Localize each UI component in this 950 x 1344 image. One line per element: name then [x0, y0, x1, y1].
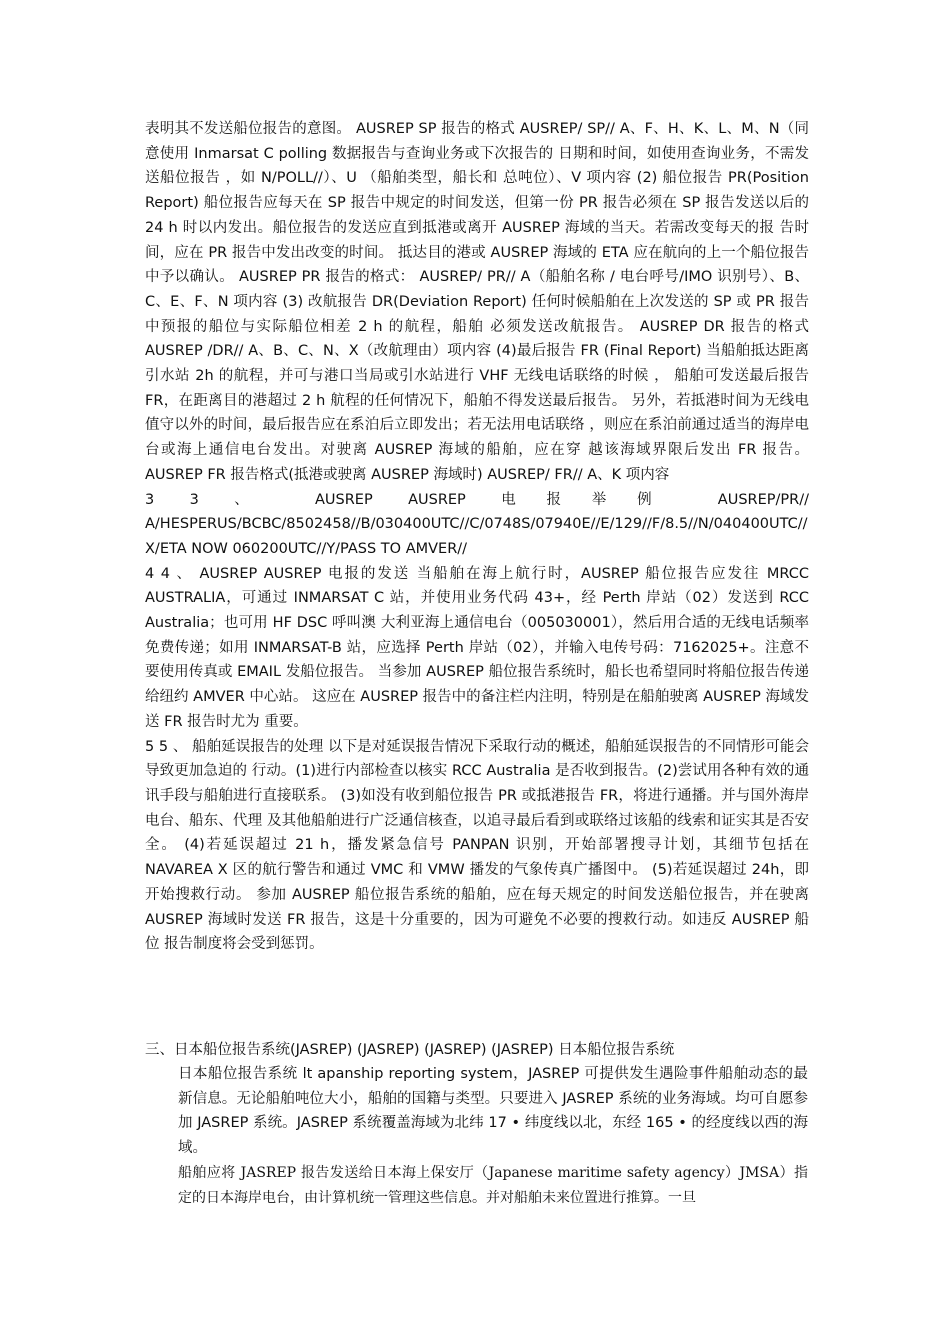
jasrep-paragraph-intro: 日本船位报告系统 lt apanship reporting system，JASREP 可提供发生遇险事件船舶动态的最新信息。无论船舶吨位大小，船舶的国籍与类型。只要进入 JASREP 系统的业务海域。均可自愿参加 JASREP 系统。JASREP 系统覆盖海域为北纬 17 • 纬度线以北，东经 165 • 的经度线以西的海域。 [178, 1066, 808, 1157]
jasrep-paragraph-reporting: 船舶应将 JASREP 报告发送给日本海上保安厅（Japanese maritime safety agency）JMSA）指定的日本海岸电台，由计算机统一管理这些信息。并对船舶未来位置进行推算。一旦 [178, 1164, 808, 1206]
jasrep-section [178, 1062, 808, 1210]
paragraph-delay-handling: 5 5 、 船舶延误报告的处理 以下是对延误报告情况下采取行动的概述，船舶延误报告的不同情形可能会导致更加急迫的 行动。(1)进行内部检查以核实 RCC Australia 是否收到报告。(2)尝试用各种有效的通讯手段与船舶进行直接联系。 (3)如没有收到船位报告 PR 或抵港报告 FR，将进行通播。并与国外海岸电台、船东、代理 及其他船舶进行广泛通信核查，以追寻最后看到或联络过该船的线索和证实其是否安全。 (4)若延误超过 21 h，播发紧急信号 PANPAN 识别，开始部署搜寻计划，其细节包括在 NAVAREA X 区的航行警告和通过 VMC 和 VMW 播发的气象传真广播图中。 (5)若延误超过 24h，即开始搜救行动。 参加 AUSREP 船位报告系统的船舶，应在每天规定的时间发送船位报告，并在驶离 AUSREP 海域时发送 FR 报告，这是十分重要的，因为可避免不必要的搜救行动。如违反 AUSREP 船位 报告制度将会受到惩罚。 [145, 738, 809, 953]
paragraph-ausrep-reports: 表明其不发送船位报告的意图。 AUSREP SP 报告的格式 AUSREP/ SP// A、F、H、K、L、M、N（同意使用 Inmarsat C polling 数据报告与查询业务或下次报告的 日期和时间，如使用查询业务，不需发送船位报告 ，如 N/POLL//）、U （船舶类型，船长和 总吨位）、V 项内容 (2) 船位报告 PR(Position Report) 船位报告应每天在 SP 报告中规定的时间发送，但第一份 PR 报告必须在 SP 报告发送以后的 24 h 时以内发出。船位报告的发送应直到抵港或离开 AUSREP 海域的当天。若需改变每天的报 告时间，应在 PR 报告中发出改变的时间。 抵达目的港或 AUSREP 海域的 ETA 应在航向的上一个船位报告中予以确认。 AUSREP PR 报告的格式： AUSREP/ PR// A（船舶名称 / 电台呼号/IMO 识别号）、B、C、E、F、N 项内容 (3) 改航报告 DR(Deviation Report) 任何时候船舶在上次发送的 SP 或 PR 报告中预报的船位与实际船位相差 2 h 的航程，船舶 必须发送改航报告。 AUSREP DR 报告的格式 AUSREP /DR// A、B、C、N、X（改航理由）项内容 (4)最后报告 FR (Final Report) 当船舶抵达距离引水站 2h 的航程，并可与港口当局或引水站进行 VHF 无线电话联络的时候 ， 船舶可发送最后报告 FR，在距离目的港超过 2 h 航程的任何情况下，船舶不得发送最后报告。 另外，若抵港时间为无线电值守以外的时间，最后报告应在系泊后立即发出；若无法用电话联络 ，则应在系泊前通过适当的海岸电台或海上通信电台发出。对驶离 AUSREP 海域的船舶，应在穿 越该海域界限后发出 FR 报告。 AUSREP FR 报告格式(抵港或驶离 AUSREP 海域时) AUSREP/ FR// A、K 项内容 [145, 121, 809, 483]
paragraph-telegram-example: 3 3 、 AUSREP AUSREP 电报举例 AUSREP/PR// A/HESPERUS/BCBC/8502458//B/030400UTC//C/0748S/07940E//E/129//F/8.5//N/040400UTC// X/ETA NOW 060200UTC//Y/PASS TO AMVER// [145, 491, 809, 557]
section-heading-jasrep: 三、日本船位报告系统(JASREP) (JASREP) (JASREP) (JASREP) 日本船位报告系统 [145, 1042, 675, 1058]
document-body [145, 117, 809, 957]
paragraph-telegram-sending: 4 4 、 AUSREP AUSREP 电报的发送 当船舶在海上航行时，AUSREP 船位报告应发往 MRCC AUSTRALIA，可通过 INMARSAT C 站，并使用业务代码 43+，经 Perth 岸站（02）发送到 RCC Australia；也可用 HF DSC 呼叫澳 大利亚海上通信电台（005030001），然后用合适的无线电话频率免费传递；如用 INMARSAT-B 站，应选择 Perth 岸站（02），并输入电传号码：7162025+。注意不要使用传真或 EMAIL 发船位报告。 当参加 AUSREP 船位报告系统时，船长也希望同时将船位报告传递给纽约 AMVER 中心站。 这应在 AUSREP 报告中的备注栏内注明，特别是在船舶驶离 AUSREP 海域发送 FR 报告时尤为 重要。 [145, 565, 809, 730]
